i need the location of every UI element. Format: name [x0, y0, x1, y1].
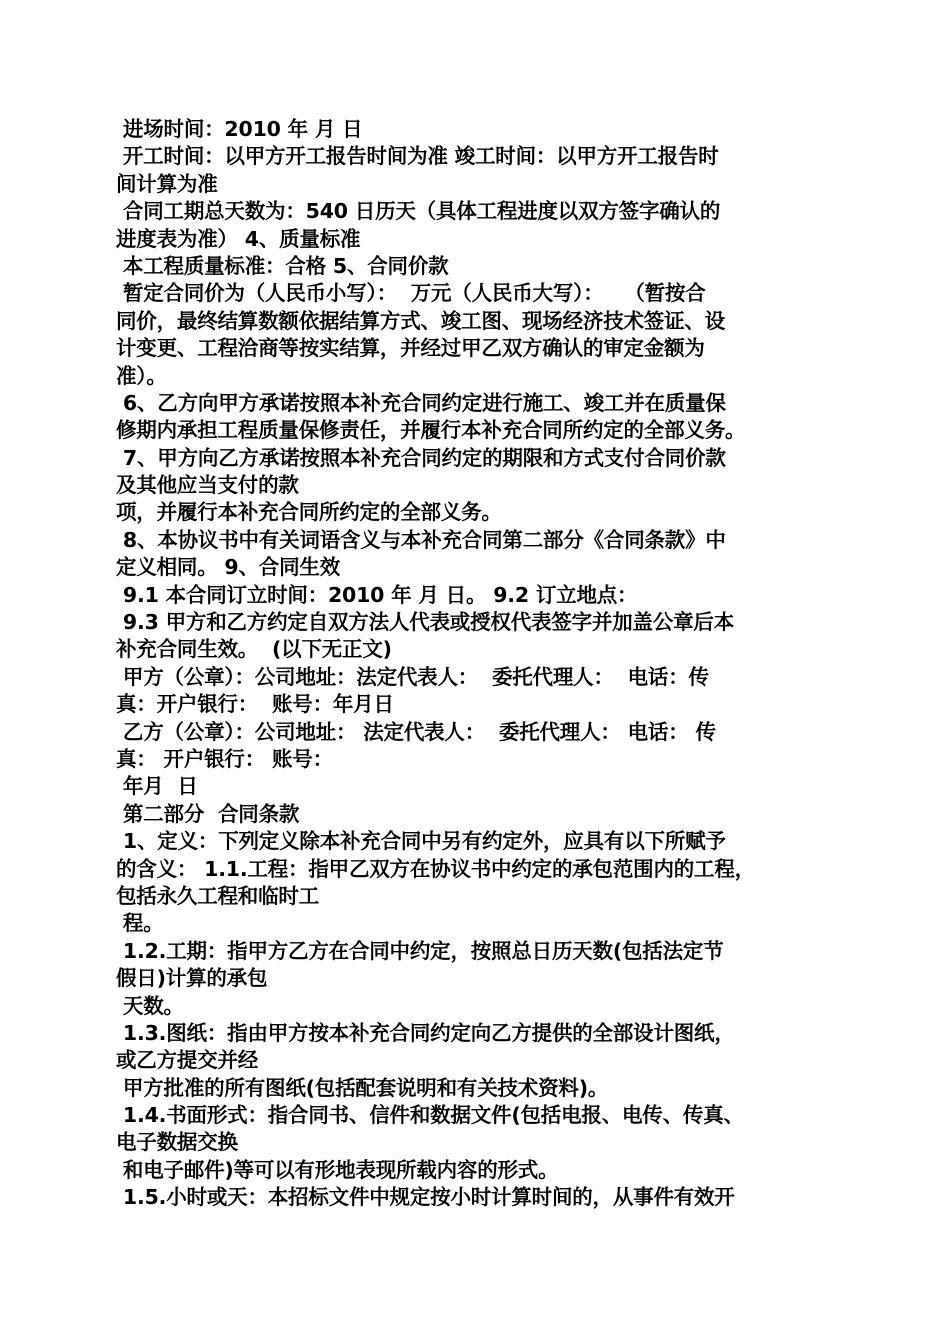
document-page — [116, 116, 838, 1212]
text-line: 进场时间：2010 年 月 日 — [116, 117, 363, 141]
text-line: 间计算为准 — [116, 171, 218, 196]
text-line: 9.3 甲方和乙方约定自双方法人代表或授权代表签字并加盖公章后本 — [116, 610, 734, 635]
text-line: 1.4.书面形式：指合同书、信件和数据文件(包括电报、电传、传真、 — [116, 1103, 744, 1128]
text-line: 合同工期总天数为：540 日历天（具体工程进度以双方签字确认的 — [116, 199, 721, 224]
text-line: 假日)计算的承包 — [116, 966, 268, 991]
text-line: 乙方（公章）：公司地址： 法定代表人： 委托代理人： 电话： 传 — [116, 719, 716, 744]
text-line: 甲方批准的所有图纸(包括配套说明和有关技术资料)。 — [116, 1075, 609, 1100]
text-line: 定义相同。 9、合同生效 — [116, 555, 341, 580]
text-line: 8、本协议书中有关词语含义与本补充合同第二部分《合同条款》中 — [116, 527, 726, 552]
text-line: 暂定合同价为（人民币小写）： 万元（人民币大写）： （暂按合 — [116, 281, 706, 306]
text-line: 甲方（公章）：公司地址：法定代表人： 委托代理人： 电话：传 — [116, 664, 709, 689]
text-line: 1.5.小时或天：本招标文件中规定按小时计算时间的，从事件有效开 — [116, 1185, 735, 1210]
text-line: 或乙方提交并经 — [116, 1048, 259, 1073]
text-line: 1.2.工期：指甲方乙方在合同中约定，按照总日历天数(包括法定节 — [116, 938, 724, 963]
text-line: 计变更、工程洽商等按实结算，并经过甲乙双方确认的审定金额为 — [116, 336, 705, 361]
text-line: 真： 开户银行： 账号： — [116, 746, 333, 771]
text-line: 包括永久工程和临时工 — [116, 883, 319, 908]
text-line: 1.3.图纸：指由甲方按本补充合同约定向乙方提供的全部设计图纸， — [116, 1020, 735, 1045]
text-line: 及其他应当支付的款 — [116, 473, 299, 498]
text-line: 进度表为准） 4、质量标准 — [116, 226, 361, 251]
text-line: 和电子邮件)等可以有形地表现所载内容的形式。 — [116, 1157, 559, 1182]
text-line: 1、定义：下列定义除本补充合同中另有约定外，应具有以下所赋予 — [116, 829, 726, 854]
text-line: 项，并履行本补充合同所约定的全部义务。 — [116, 500, 502, 525]
text-line: 7、甲方向乙方承诺按照本补充合同约定的期限和方式支付合同价款 — [116, 445, 726, 470]
text-line: 补充合同生效。 (以下无正文) — [116, 637, 392, 662]
text-line: 的含义： 1.1.工程：指甲乙双方在协议书中约定的承包范围内的工程， — [116, 856, 755, 881]
text-line: 天数。 — [116, 993, 184, 1018]
text-line: 真：开户银行： 账号：年月日 — [116, 692, 394, 717]
text-line: 准）。 — [116, 363, 167, 388]
text-line: 年月 日 — [116, 774, 198, 799]
text-line: 开工时间：以甲方开工报告时间为准 竣工时间：以甲方开工报告时 — [116, 144, 719, 169]
section-heading: 第二部分 合同条款 — [116, 801, 300, 826]
text-line: 9.1 本合同订立时间：2010 年 月 日。 9.2 订立地点： — [116, 582, 638, 607]
text-line: 程。 — [116, 911, 164, 936]
text-line: 修期内承担工程质量保修责任，并履行本补充合同所约定的全部义务。 — [116, 418, 746, 443]
text-line: 同价，最终结算数额依据结算方式、竣工图、现场经济技术签证、设 — [116, 308, 725, 333]
text-line: 6、乙方向甲方承诺按照本补充合同约定进行施工、竣工并在质量保 — [116, 390, 726, 415]
text-line: 电子数据交换 — [116, 1130, 238, 1155]
text-line: 本工程质量标准：合格 5、合同价款 — [116, 253, 449, 278]
